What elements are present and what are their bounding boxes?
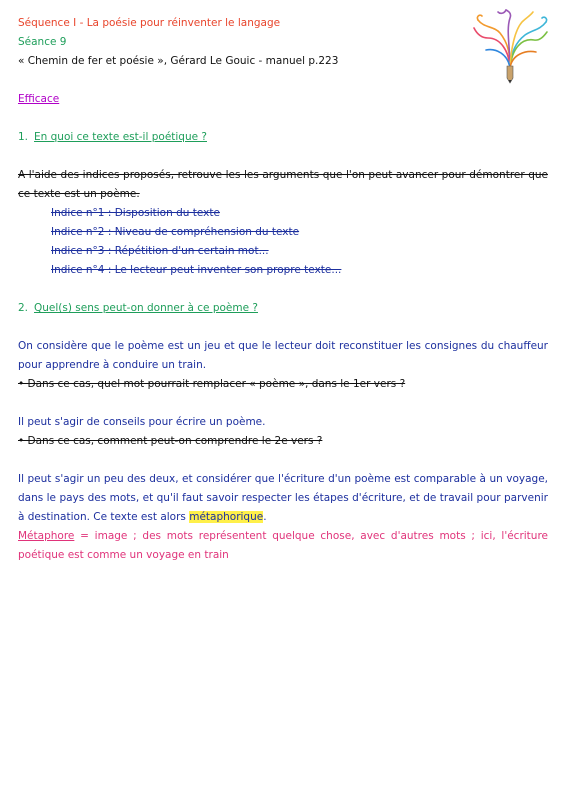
question-2-heading <box>18 299 548 318</box>
question-1-heading <box>18 128 548 147</box>
question-bullet-2: • Dans ce cas, comment peut-on comprendre le 2e vers ? <box>18 435 323 447</box>
question-bullet-1: • Dans ce cas, quel mot pourrait remplacer « poème », dans le 1er vers ? <box>18 378 406 390</box>
sequence-title: Séquence I - La poésie pour réinventer le langage <box>18 17 281 29</box>
document-body <box>18 14 548 565</box>
question-2-title[interactable]: Quel(s) sens peut-on donner à ce poème ? <box>34 302 258 314</box>
metaphorique-highlight: métaphorique <box>189 511 264 523</box>
efficace-link[interactable]: Efficace <box>18 93 60 105</box>
interpretation-paragraph-2: Il peut s'agir de conseils pour écrire un poème. <box>18 416 266 428</box>
indice-4: Indice n°4 : Le lecteur peut inventer son propre texte... <box>51 264 342 276</box>
paragraph-3-text: Il peut s'agir un peu des deux, et considérer que l'écriture d'un poème est comparable à un voyage, dans le pays des mots, et qu'il faut savoir respecter les étapes d'écriture, et de travail pour parvenir à destination. Ce texte est alors <box>18 473 548 523</box>
metaphor-definition <box>18 527 548 565</box>
indice-1: Indice n°1 : Disposition du texte <box>51 207 220 219</box>
indice-3: Indice n°3 : Répétition d'un certain mot... <box>51 245 269 257</box>
metaphor-term: Métaphore <box>18 530 75 542</box>
question-1-instruction: A l'aide des indices proposés, retrouve les les arguments que l'on peut avancer pour démontrer que ce texte est un poème. <box>18 169 548 200</box>
interpretation-paragraph-3 <box>18 470 548 527</box>
paragraph-3-end: . <box>263 511 267 523</box>
question-2-number: 2. <box>18 302 29 314</box>
question-1-number: 1. <box>18 131 29 143</box>
text-reference: « Chemin de fer et poésie », Gérard Le Gouic - manuel p.223 <box>18 55 339 67</box>
seance-title: Séance 9 <box>18 36 67 48</box>
indice-2: Indice n°2 : Niveau de compréhension du texte <box>51 226 300 238</box>
interpretation-paragraph-1: On considère que le poème est un jeu et que le lecteur doit reconstituer les consignes du chauffeur pour apprendre à conduire un train. <box>18 340 548 371</box>
question-1-title[interactable]: En quoi ce texte est-il poétique ? <box>34 131 207 143</box>
metaphor-definition-text: = image ; des mots représentent quelque chose, avec d'autres mots ; ici, l'écriture poétique est comme un voyage en train <box>18 530 548 561</box>
